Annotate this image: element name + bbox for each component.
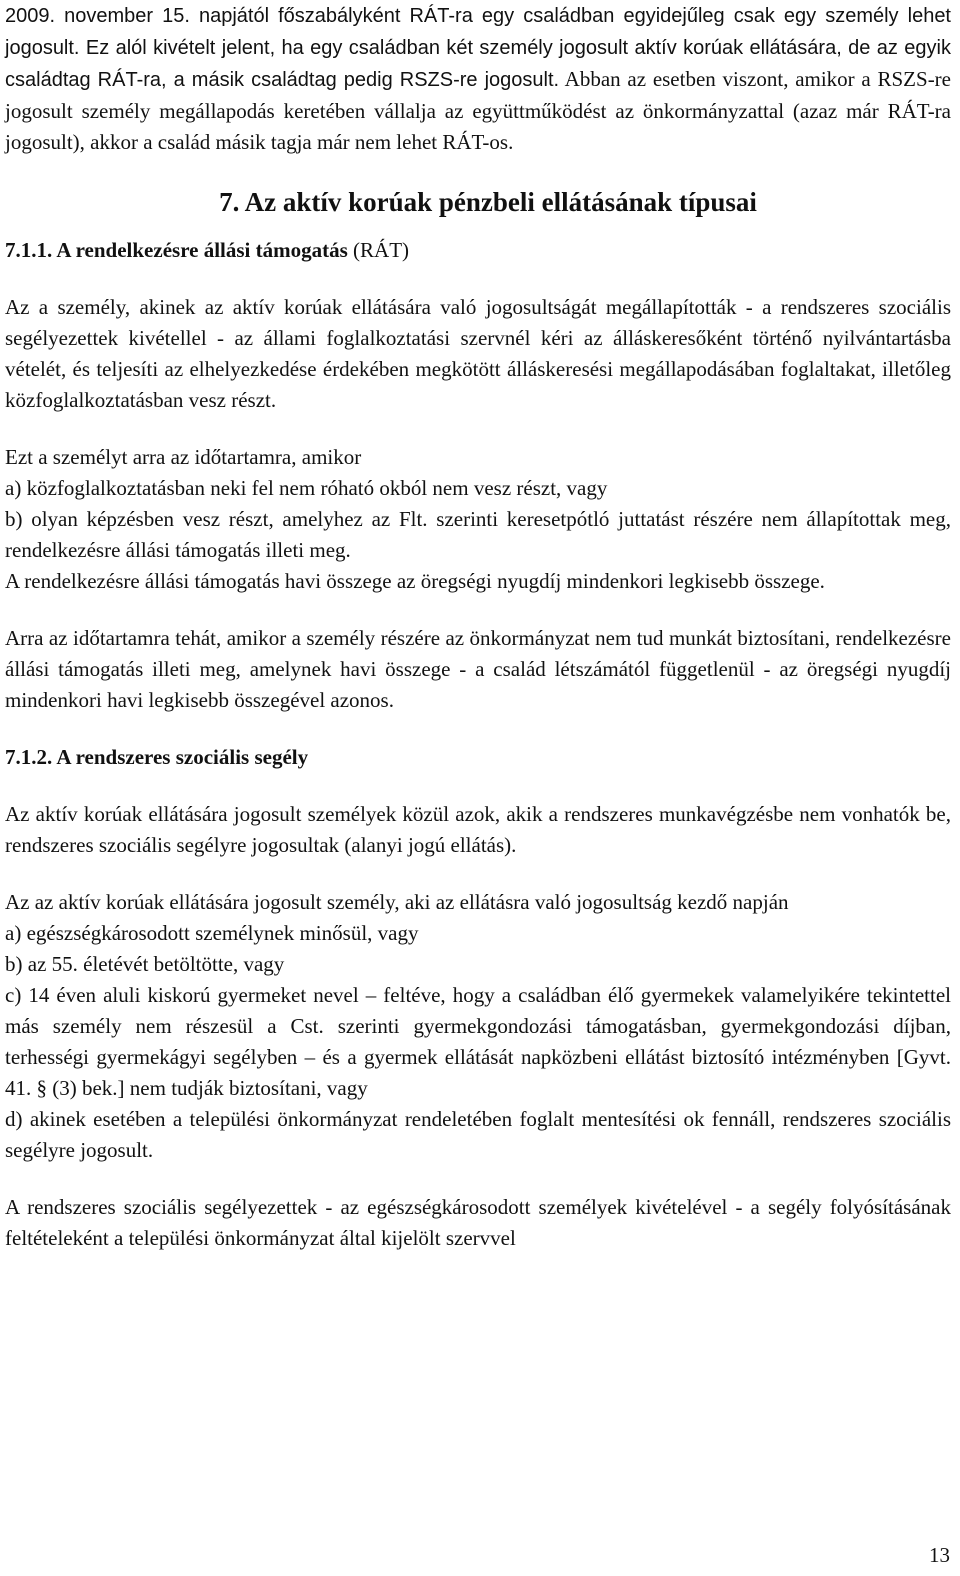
- subsection-heading-712: [5, 742, 951, 773]
- subsection-suffix: (RÁT): [353, 238, 410, 262]
- subsection-title: A rendelkezésre állási támogatás: [56, 238, 348, 262]
- intro-sans-text: 2009. november 15. napjától főszabályként RÁT-ra egy családban egyidejűleg csak egy személy lehet jogosult. Ez alól kivételt jelent, ha egy családban két személy jogosult aktív korúak ellátására, de az egyik családtag RÁT-ra, a másik családtag pedig RSZS-re jogosult.: [5, 5, 951, 91]
- list-item-712-c: c) 14 éven aluli kiskorú gyermeket nevel – feltéve, hogy a családban élő gyermekek valamelyikére tekintettel más személy nem részesül a Cst. szerinti gyermekgondozási támogatásban, gyermekgondozási díjban, terhességi gyermekágyi segélyben – és a gyermek ellátását napközbeni ellátást biztosító intézményben [Gyvt. 41. § (3) bek.] nem tudják biztosítani, vagy: [5, 983, 951, 1100]
- paragraph-712-1: Az aktív korúak ellátására jogosult személyek közül azok, akik a rendszeres munkavégzésbe nem vonhatók be, rendszeres szociális segélyre jogosultak (alanyi jogú ellátás).: [5, 802, 951, 857]
- page-number: 13: [929, 1543, 950, 1567]
- list-item-712-a: a) egészségkárosodott személynek minősül, vagy: [5, 921, 419, 945]
- subsection-number: 7.1.1.: [5, 238, 53, 262]
- list-item-712-b: b) az 55. életévét betöltötte, vagy: [5, 952, 285, 976]
- list-item-711-b: b) olyan képzésben vesz részt, amelyhez az Flt. szerinti keresetpótló juttatást részére nem állapítottak meg, rendelkezésre állási támogatás illeti meg.: [5, 507, 951, 562]
- list-item-711-a: a) közfoglalkoztatásban neki fel nem róható okból nem vesz részt, vagy: [5, 476, 608, 500]
- paragraph-712-3: A rendszeres szociális segélyezettek - az egészségkárosodott személyek kivételével - a segély folyósításának feltételeként a települési önkormányzat által kijelölt szervvel: [5, 1195, 951, 1250]
- intro-paragraph: [5, 0, 951, 158]
- paragraph-712-2-intro: Az az aktív korúak ellátására jogosult személy, aki az ellátásra való jogosultság kezdő napján: [5, 890, 789, 914]
- intro-serif-text: Abban az esetben viszont, amikor a RSZS-re jogosult személy megállapodás keretében vállalja az együttműködést az önkormányzattal (azaz már RÁT-ra jogosult), akkor a család másik tagja már nem lehet RÁT-os.: [5, 67, 951, 154]
- subsection-number: 7.1.2.: [5, 745, 53, 769]
- subsection-heading-711: [5, 235, 951, 266]
- paragraph-711-1: Az a személy, akinek az aktív korúak ellátására való jogosultságát megállapították - a rendszeres szociális segélyezettek kivétellel - az állami foglalkoztatási szervnél kéri az álláskeresőként történő nyilvántartásba vételét, és teljesíti az elhelyezkedése érdekében megkötött álláskeresési megállapodásában foglaltakat, illetőleg közfoglalkoztatásban vesz részt.: [5, 295, 951, 412]
- section-heading-7: 7. Az aktív korúak pénzbeli ellátásának típusai: [219, 187, 757, 217]
- paragraph-711-2-intro: Ezt a személyt arra az időtartamra, amikor: [5, 445, 362, 469]
- subsection-title: A rendszeres szociális segély: [56, 745, 309, 769]
- list-item-712-d: d) akinek esetében a települési önkormányzat rendeletében foglalt mentesítési ok fennáll, rendszeres szociális segélyre jogosult.: [5, 1107, 951, 1162]
- document-page: [5, 0, 951, 1254]
- paragraph-711-3: Arra az időtartamra tehát, amikor a személy részére az önkormányzat nem tud munkát biztosítani, rendelkezésre állási támogatás illeti meg, amelynek havi összege - a család létszámától függetlenül - az öregségi nyugdíj mindenkori havi legkisebb összegével azonos.: [5, 626, 951, 712]
- paragraph-711-amount: A rendelkezésre állási támogatás havi összege az öregségi nyugdíj mindenkori legkisebb összege.: [5, 569, 825, 593]
